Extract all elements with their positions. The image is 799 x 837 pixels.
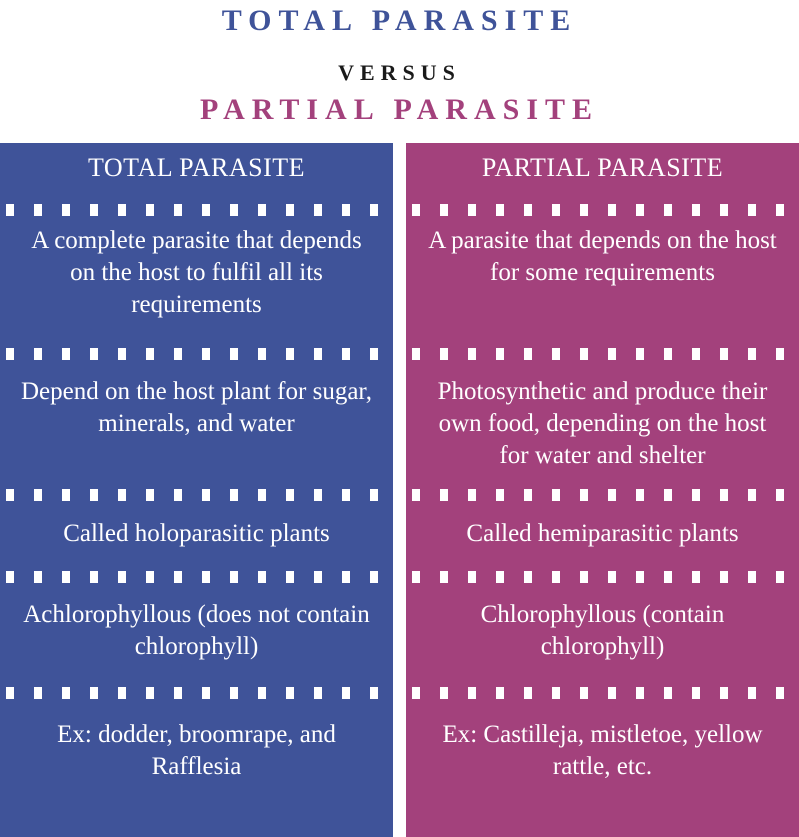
row-text: Depend on the host plant for sugar, minerals, and water [20,378,372,437]
row-plant-type [406,518,799,568]
row-text: Ex: dodder, broomrape, and Rafflesia [57,721,336,780]
divider [0,489,393,501]
row-text: Photosynthetic and produce their own food, depending on the host for water and shelter [437,378,768,469]
column-partial-parasite [406,143,799,837]
column-heading: PARTIAL PARASITE [481,153,724,182]
row-text: Chlorophyllous (contain chlorophyll) [480,601,725,660]
column-heading: TOTAL PARASITE [87,153,306,182]
title-versus: VERSUS [338,60,461,85]
title-right: PARTIAL PARASITE [199,93,600,126]
row-text: Ex: Castilleja, mistletoe, yellow rattle, etc. [442,721,763,780]
row-text: A parasite that depends on the host for some requirements [428,227,777,286]
divider [406,204,799,216]
row-plant-type [0,518,393,568]
divider [0,348,393,360]
row-definition [0,225,393,345]
row-dependence [0,376,393,486]
row-text: Called hemiparasitic plants [466,520,739,547]
row-text: Called holoparasitic plants [63,520,330,547]
row-examples [406,719,799,799]
row-examples [0,719,393,799]
divider [406,489,799,501]
divider [0,687,393,699]
row-text: Achlorophyllous (does not contain chlorophyll) [23,601,370,660]
divider [0,571,393,583]
row-text: A complete parasite that depends on the host to fulfil all its requirements [31,227,362,318]
row-chlorophyll [0,599,393,679]
row-chlorophyll [406,599,799,679]
divider [0,204,393,216]
divider [406,571,799,583]
divider [406,687,799,699]
title-left: TOTAL PARASITE [221,4,578,37]
row-dependence [406,376,799,486]
row-definition [406,225,799,345]
divider [406,348,799,360]
column-total-parasite [0,143,393,837]
